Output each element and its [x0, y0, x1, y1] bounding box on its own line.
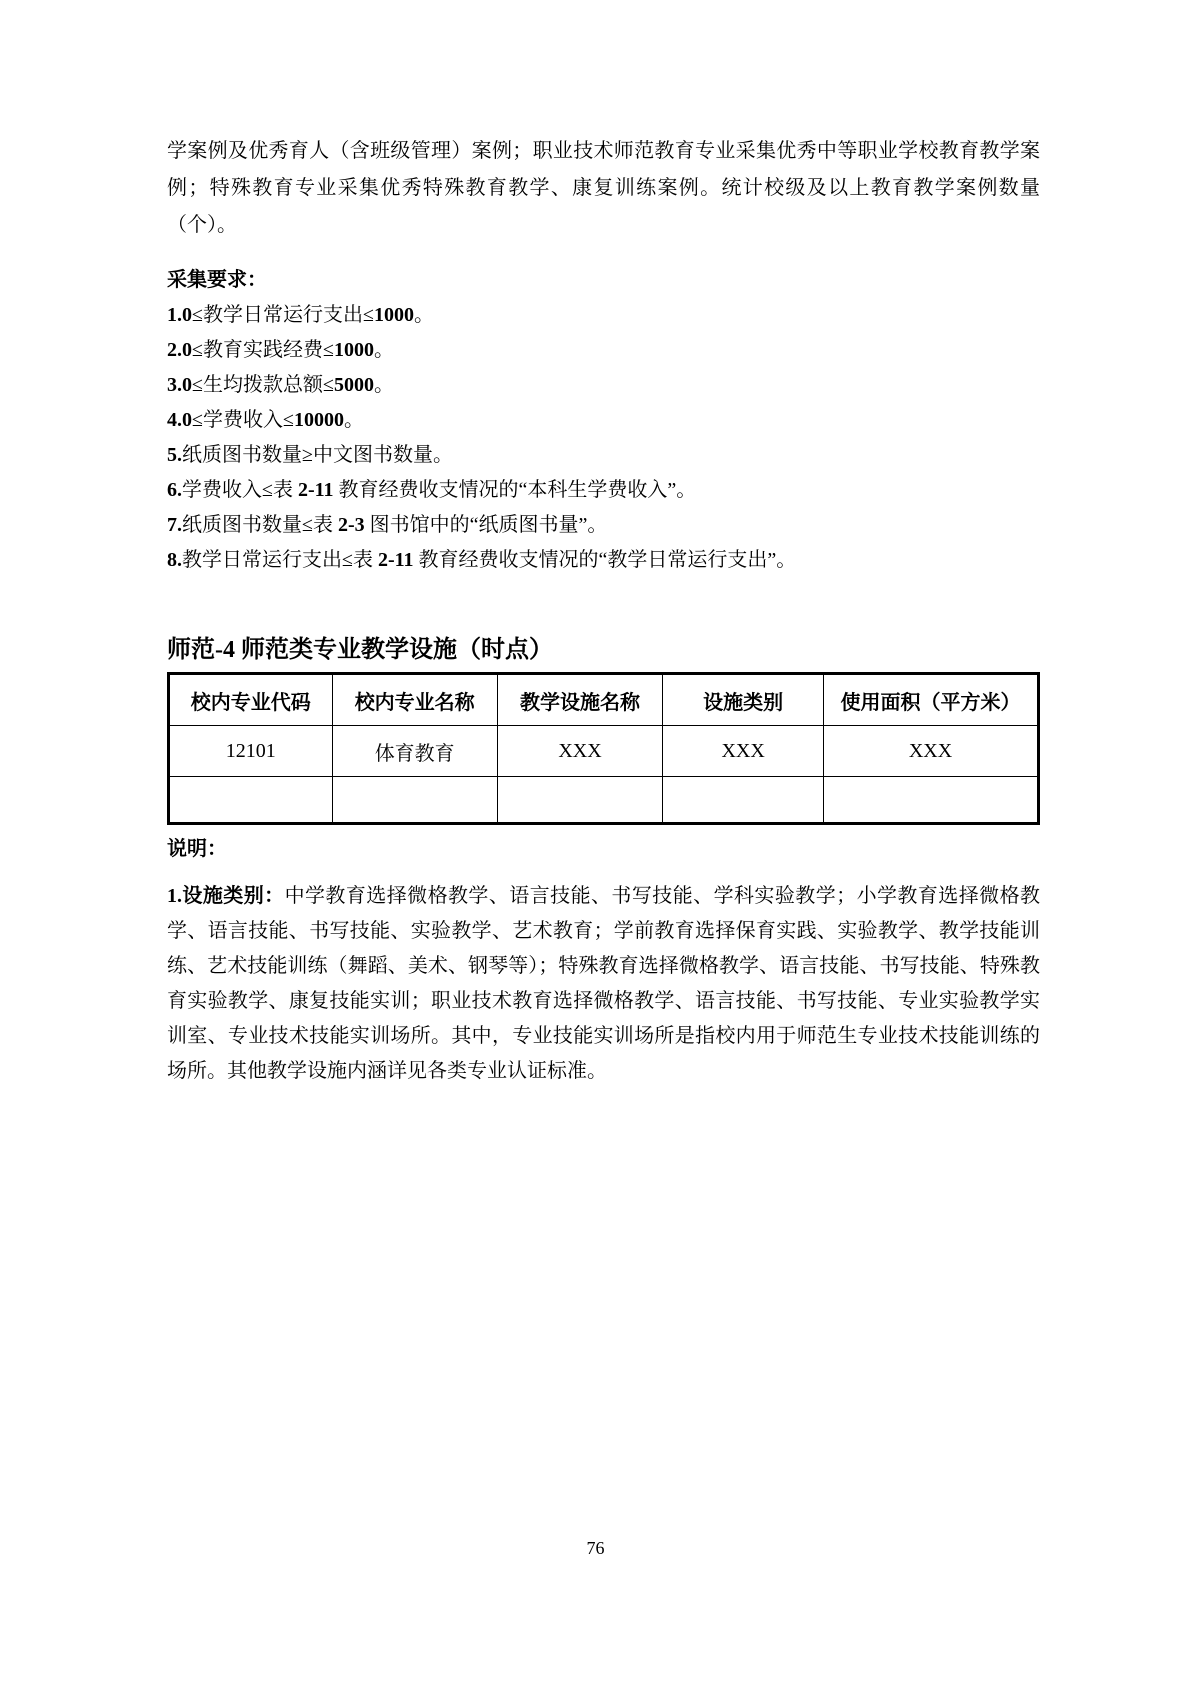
bold-text-segment: 7.	[167, 514, 182, 536]
table-header-row	[169, 674, 1039, 726]
table-cell: XXX	[497, 726, 662, 777]
table-cell: XXX	[824, 726, 1039, 777]
bold-text-segment: 5000	[333, 374, 374, 396]
facility-table	[167, 672, 1040, 825]
text-segment: 教育经费收支情况的“教学日常运行支出”。	[413, 549, 797, 571]
bold-text-segment: 1.0	[167, 304, 192, 326]
text-segment: 。	[373, 374, 394, 396]
text-segment: 。	[413, 304, 434, 326]
requirement-item	[167, 438, 1040, 473]
text-segment: 。	[343, 409, 364, 431]
table-row	[169, 777, 1039, 824]
text-segment: 学费收入≤表	[182, 479, 298, 501]
requirement-item	[167, 298, 1040, 333]
table-cell: 体育教育	[332, 726, 497, 777]
bold-text-segment: 1000	[333, 339, 374, 361]
text-segment: ≤学费收入≤	[192, 409, 294, 431]
table-header-cell: 使用面积（平方米）	[824, 674, 1039, 726]
text-segment: 纸质图书数量≥中文图书数量。	[182, 444, 453, 466]
table-cell	[332, 777, 497, 824]
bold-text-segment: 2-11	[377, 549, 414, 571]
requirement-item	[167, 333, 1040, 368]
bold-text-segment: 1.设施类别：	[167, 885, 285, 907]
text-segment: ≤教学日常运行支出≤	[192, 304, 374, 326]
text-segment: 图书馆中的“纸质图书量”。	[364, 514, 608, 536]
requirement-item	[167, 368, 1040, 403]
notes-heading: 说明：	[167, 838, 227, 860]
table-cell	[824, 777, 1039, 824]
table-cell	[169, 777, 333, 824]
facility-table-head	[169, 674, 1039, 726]
bold-text-segment: 4.0	[167, 409, 192, 431]
requirements-list	[167, 298, 1040, 578]
page-number: 76	[586, 1538, 605, 1558]
bold-text-segment: 1000	[373, 304, 414, 326]
text-segment: 纸质图书数量≤表	[182, 514, 338, 536]
requirement-item	[167, 508, 1040, 543]
table-cell: 12101	[169, 726, 333, 777]
bold-text-segment: 8.	[167, 549, 182, 571]
table-cell	[497, 777, 662, 824]
table-cell	[663, 777, 824, 824]
page-content	[167, 0, 1040, 1109]
bold-text-segment: 6.	[167, 479, 182, 501]
requirements-heading: 采集要求：	[167, 269, 267, 291]
bold-text-segment: 3.0	[167, 374, 192, 396]
text-segment: ≤生均拨款总额≤	[192, 374, 334, 396]
table-cell: XXX	[663, 726, 824, 777]
table-header-cell: 设施类别	[663, 674, 824, 726]
requirement-item	[167, 403, 1040, 438]
requirement-item	[167, 473, 1040, 508]
bold-text-segment: 2-3	[337, 514, 365, 536]
table-header-cell: 教学设施名称	[497, 674, 662, 726]
intro-paragraph: 学案例及优秀育人（含班级管理）案例；职业技术师范教育专业采集优秀中等职业学校教育教学案例；特殊教育专业采集优秀特殊教育教学、康复训练案例。统计校级及以上教育教学案例数量（个）。	[167, 140, 1040, 236]
text-segment: 中学教育选择微格教学、语言技能、书写技能、学科实验教学；小学教育选择微格教学、语言技能、书写技能、实验教学、艺术教育；学前教育选择保育实践、实验教学、教学技能训练、艺术技能训练（舞蹈、美术、钢琴等）；特殊教育选择微格教学、语言技能、书写技能、特殊教育实验教学、康复技能实训；职业技术教育选择微格教学、语言技能、书写技能、专业实验教学实训室、专业技术技能实训场所。其中，专业技能实训场所是指校内用于师范生专业技术技能训练的场所。其他教学设施内涵详见各类专业认证标准。	[167, 885, 1041, 1082]
bold-text-segment: 10000	[293, 409, 344, 431]
notes-paragraph	[167, 879, 1040, 1089]
text-segment: 教学日常运行支出≤表	[182, 549, 378, 571]
table-header-cell: 校内专业代码	[169, 674, 333, 726]
bold-text-segment: 2-11	[297, 479, 334, 501]
bold-text-segment: 5.	[167, 444, 182, 466]
table-row	[169, 726, 1039, 777]
table-body	[169, 726, 1039, 824]
section-title: 师范-4 师范类专业教学设施（时点）	[167, 637, 553, 663]
bold-text-segment: 2.0	[167, 339, 192, 361]
text-segment: ≤教育实践经费≤	[192, 339, 334, 361]
table-header-cell: 校内专业名称	[332, 674, 497, 726]
text-segment: 教育经费收支情况的“本科生学费收入”。	[333, 479, 697, 501]
requirement-item	[167, 543, 1040, 578]
text-segment: 。	[373, 339, 394, 361]
